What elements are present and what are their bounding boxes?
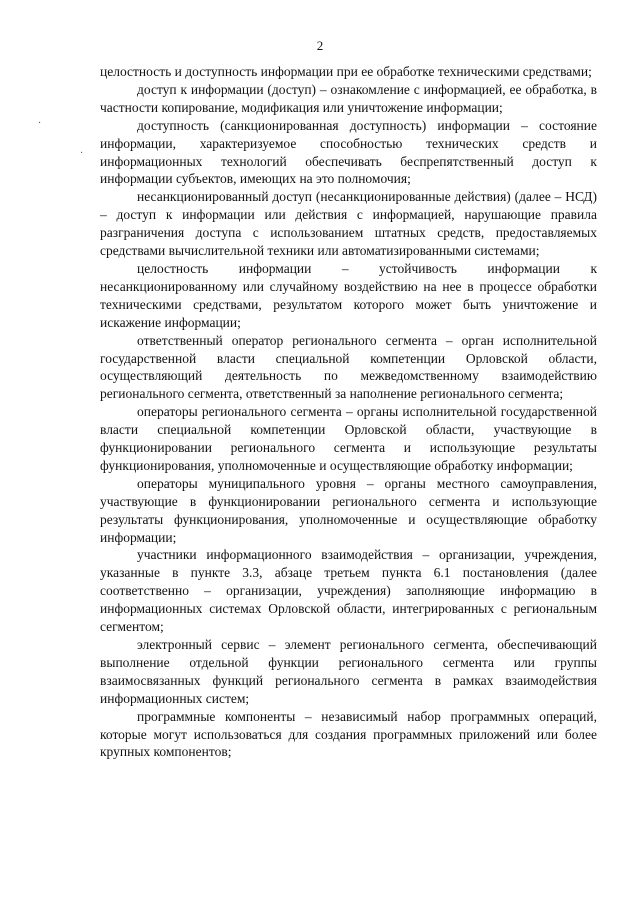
definition-paragraph: доступность (санкционированная доступность) информации – состояние информации, характеризуемое способностью технических средств и информационных технологий обеспечивать беспрепятственный доступ к информации субъектов, имеющих на это полномочия;	[100, 117, 597, 187]
document-body	[100, 63, 597, 761]
definition-paragraph: доступ к информации (доступ) – ознакомление с информацией, ее обработка, в частности копирование, модификация или уничтожение информации;	[100, 81, 597, 115]
definition-paragraph: участники информационного взаимодействия – организации, учреждения, указанные в пункте 3.3, абзаце третьем пункта 6.1 постановления (далее соответственно – организации, учреждения) заполняющие информацию в информационных системах Орловской области, интегрированных с региональным сегментом;	[100, 547, 597, 635]
margin-mark: ·	[80, 148, 84, 159]
definition-paragraph: операторы регионального сегмента – органы исполнительной государственной власти специальной компетенции Орловской области, участвующие в функционировании регионального сегмента и использующие результаты функционирования, уполномоченные и осуществляющие обработку информации;	[100, 404, 597, 473]
definition-paragraph: несанкционированный доступ (несанкционированные действия) (далее – НСД) – доступ к информации или действия с информацией, нарушающие правила разграничения доступа с использованием штатных средств, предоставляемых средствами вычислительной техники или автоматизированными системами;	[100, 189, 597, 259]
definition-paragraph: ответственный оператор регионального сегмента – орган исполнительной государственной власти специальной компетенции Орловской области, осуществляющий деятельность по межведомственному взаимодействию регионального сегмента, ответственный за наполнение регионального сегмента;	[100, 332, 597, 402]
definition-paragraph: операторы муниципального уровня – органы местного самоуправления, участвующие в функционировании регионального сегмента и использующие результаты функционирования, уполномоченные и осуществляющие обработку информации;	[100, 475, 597, 545]
page-number: 2	[316, 38, 324, 53]
definition-paragraph: электронный сервис – элемент регионального сегмента, обеспечивающий выполнение отдельной функции регионального сегмента или группы взаимосвязанных функций регионального сегмента в рамках взаимодействия информационных систем;	[100, 637, 597, 706]
paragraph-continuation: целостность и доступность информации при ее обработке техническими средствами;	[100, 64, 592, 79]
definition-paragraph: программные компоненты – независимый набор программных операций, которые могут использоваться для создания программных приложений или более крупных компонентов;	[100, 708, 597, 760]
definition-paragraph: целостность информации – устойчивость информации к несанкционированному или случайному воздействию на нее в процессе обработки техническими средствами, результатом которого может быть уничтожение и искажение информации;	[100, 260, 597, 330]
margin-mark: ·	[38, 118, 42, 129]
